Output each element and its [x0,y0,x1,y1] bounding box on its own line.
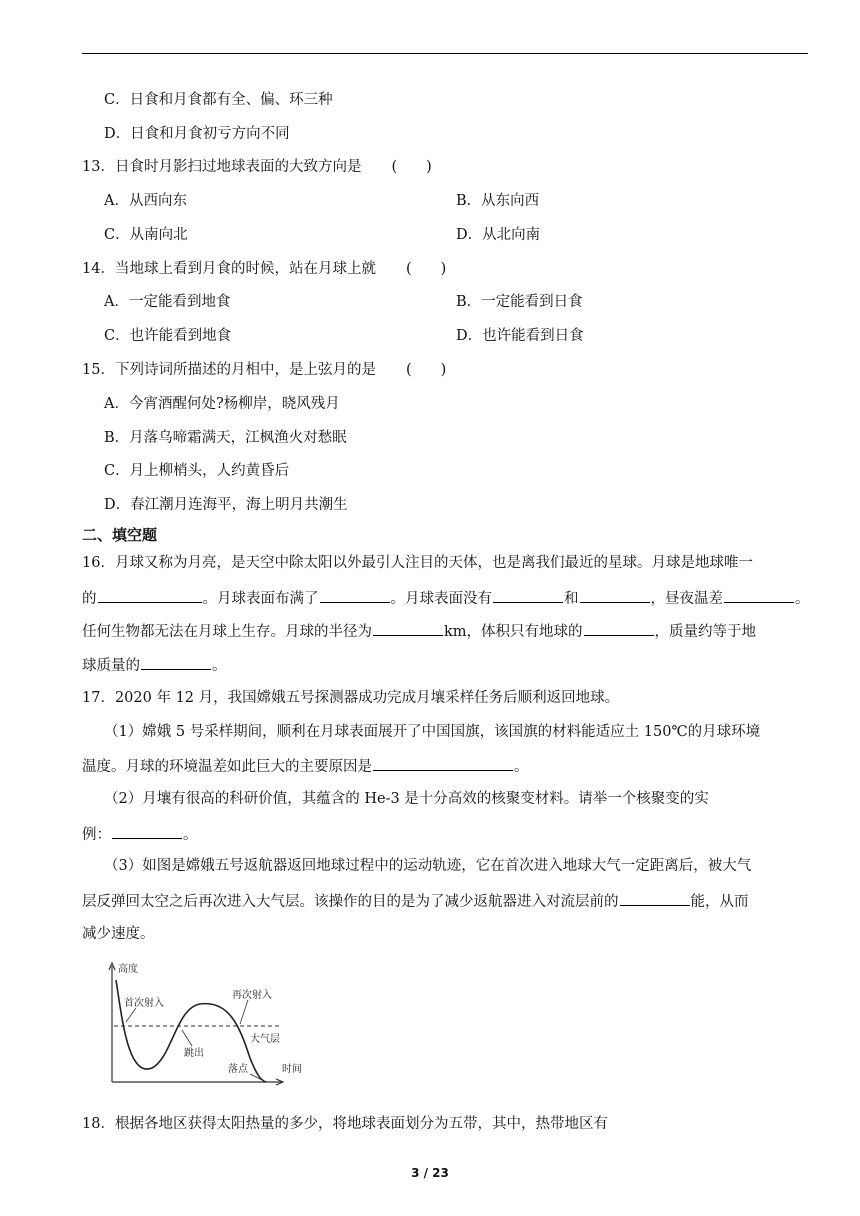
blank-field[interactable] [112,823,182,839]
text: 层反弹回太空之后再次进入大气层。该操作的目的是为了减少返航器进入对流层前的 [82,894,619,910]
question-18-stem: 18．根据各地区获得太阳热量的多少，将地球表面划分为五带，其中，热带地区有 [82,1116,608,1132]
x-axis-label: 时间 [282,1064,302,1075]
text: 和 [564,591,579,607]
q14-option-d: D．也许能看到日食 [456,328,584,344]
q15-option-a: A．今宵酒醒何处?杨柳岸，晓风残月 [104,396,340,412]
text: 。 [212,658,227,674]
q17-part-1-line-2 [82,755,529,777]
text: 。月球表面没有 [390,591,492,607]
text: 例： [82,827,111,843]
q16-line-1: 16．月球又称为月亮，是天空中除太阳以外最引人注目的天体，也是离我们最近的星球。月球是地球唯一 [82,555,753,571]
q15-option-d: D．春江潮月连海平，海上明月共潮生 [104,497,348,513]
option-d-prev: D．日食和月食初亏方向不同 [104,126,290,142]
q14-option-c: C．也许能看到地食 [104,328,232,344]
q15-option-b: B．月落乌啼霜满天，江枫渔火对愁眠 [104,430,347,446]
text: km，体积只有地球的 [444,624,583,640]
landing-label: 落点 [228,1064,248,1075]
text: 。 [183,827,198,843]
q15-option-c: C．月上柳梢头，人约黄昏后 [104,463,290,479]
text: 。月球表面布满了 [202,591,319,607]
trajectory-figure [100,958,310,1094]
blank-field[interactable] [620,890,690,906]
q17-part-3-line-3: 减少速度。 [82,926,155,942]
q17-part-2-line-2 [82,823,198,845]
q13-option-b: B．从东向西 [456,193,540,209]
q16-line-3 [82,620,756,642]
answer-paren: ( ) [405,261,447,277]
text: 。 [795,591,810,607]
q13-option-c: C．从南向北 [104,227,188,243]
skip-out-pointer [182,1030,192,1046]
blank-field[interactable] [584,620,654,636]
text: 。 [514,759,529,775]
first-entry-pointer [126,1008,136,1022]
blank-field[interactable] [373,620,443,636]
atmosphere-label: 大气层 [250,1034,280,1045]
q17-part-3-line-2 [82,890,749,912]
q13-option-a: A．从西向东 [104,193,187,209]
second-entry-pointer [240,1000,248,1024]
blank-field[interactable] [493,587,563,603]
text: 球质量的 [82,658,140,674]
q14-option-b: B．一定能看到日食 [456,294,583,310]
text: 能，从而 [690,894,749,910]
question-17-stem: 17．2020 年 12 月，我国嫦娥五号探测器成功完成月壤采样任务后顺利返回地球。 [82,690,620,706]
q16-line-2 [82,587,810,609]
question-14 [82,259,446,279]
page-number: 3 / 23 [411,1166,449,1180]
answer-paren: ( ) [405,362,447,378]
text: 任何生物都无法在月球上生存。月球的半径为 [82,624,372,640]
blank-field[interactable] [580,587,650,603]
blank-field[interactable] [141,654,211,670]
text: ，昼夜温差 [650,591,723,607]
question-15 [82,360,446,380]
skip-out-label: 跳出 [184,1048,204,1059]
header-rule [82,53,808,54]
question-13-stem: 13．日食时月影扫过地球表面的大致方向是 [82,159,362,175]
blank-field[interactable] [373,755,513,771]
second-entry-label: 再次射入 [232,990,272,1001]
text: 的 [82,591,97,607]
question-14-stem: 14．当地球上看到月食的时候，站在月球上就 [82,261,376,277]
q13-option-d: D．从北向南 [456,227,541,243]
q17-part-2-line-1: （2）月壤有很高的科研价值，其蕴含的 He-3 是十分高效的核聚变材料。请举一个核聚变的实 [104,791,709,807]
q16-line-4 [82,654,227,676]
first-entry-label: 首次射入 [124,998,164,1009]
section-heading: 二、填空题 [82,526,158,544]
text: ，质量约等于地 [654,624,757,640]
blank-field[interactable] [724,587,794,603]
q17-part-1-line-1: （1）嫦娥 5 号采样期间，顺利在月球表面展开了中国国旗，该国旗的材料能适应土 150℃的月球环境 [104,724,761,740]
q17-part-3-line-1: （3）如图是嫦娥五号返航器返回地球过程中的运动轨迹，它在首次进入地球大气一定距离后，被大气 [104,858,752,874]
q14-option-a: A．一定能看到地食 [104,294,231,310]
question-15-stem: 15．下列诗词所描述的月相中，是上弦月的是 [82,362,376,378]
blank-field[interactable] [98,587,202,603]
blank-field[interactable] [320,587,390,603]
option-c-prev: C．日食和月食都有全、偏、环三种 [104,92,333,108]
question-13 [82,157,432,177]
y-axis-label: 高度 [118,964,138,975]
text: 温度。月球的环境温差如此巨大的主要原因是 [82,759,372,775]
answer-paren: ( ) [391,159,432,175]
